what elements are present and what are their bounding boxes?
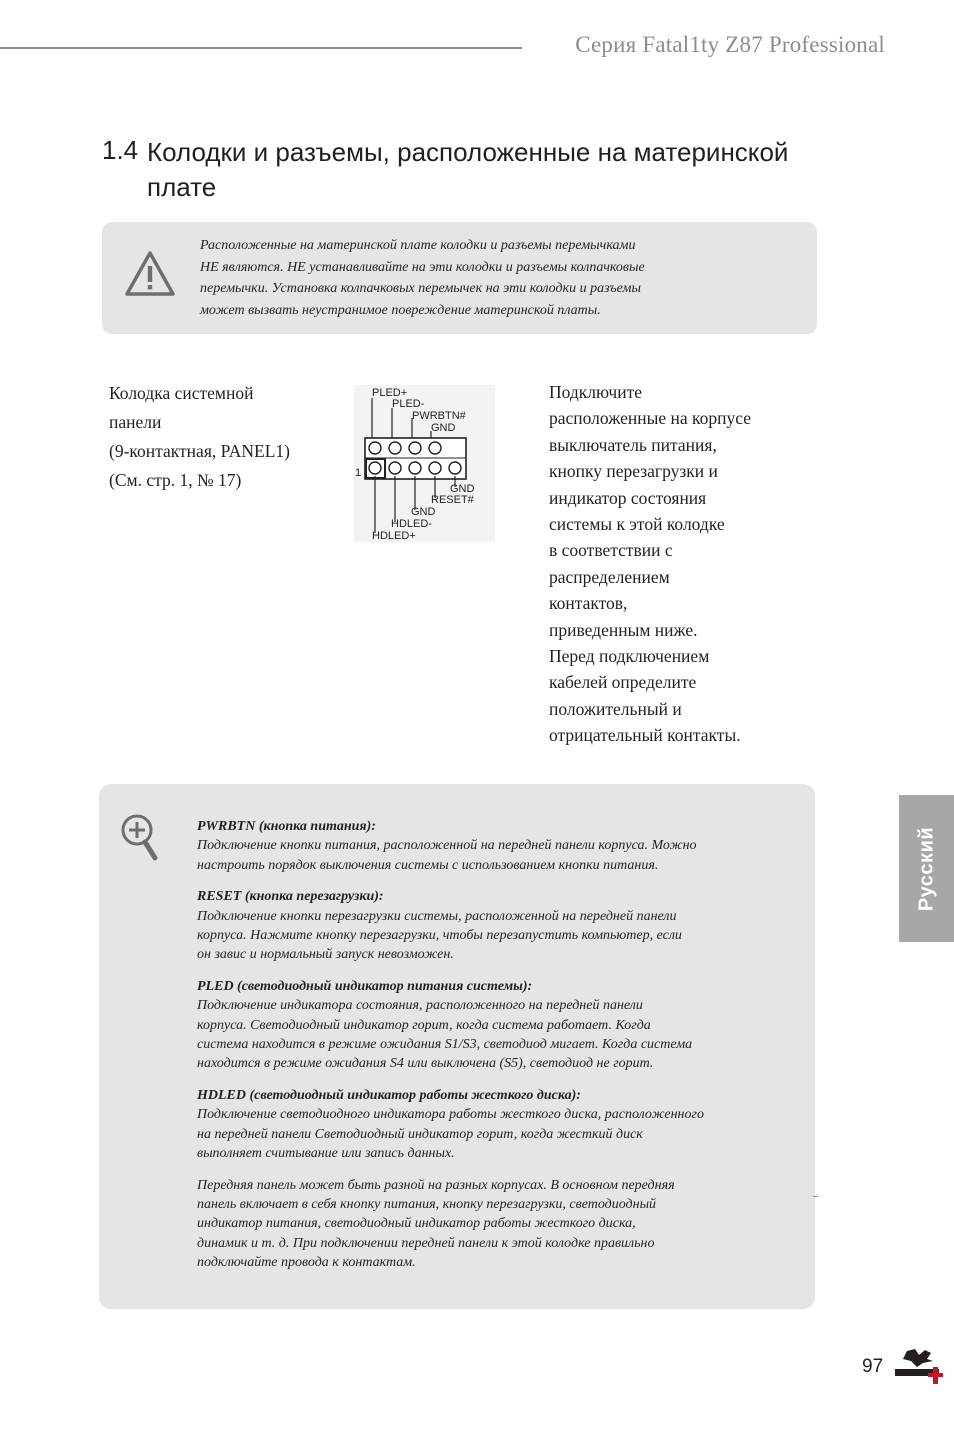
info-heading: PLED (светодиодный индикатор питания системы): xyxy=(197,978,533,994)
info-line: корпуса. Светодиодный индикатор горит, когда система работает. Когда xyxy=(197,1017,651,1033)
side-tab-label: Русский xyxy=(915,826,937,911)
description-line: в соответствии с xyxy=(549,540,673,561)
diagram-label: GND xyxy=(450,483,475,495)
warning-line: может вызвать неустранимое повреждение материнской платы. xyxy=(200,302,601,318)
diagram-label: PWRBTN# xyxy=(412,410,466,422)
pin xyxy=(429,442,441,454)
info-line: на передней панели Светодиодный индикатор горит, когда жесткий диск xyxy=(197,1126,643,1142)
info-line: динамик и т. д. При подключении передней панели к этой колодке правильно xyxy=(197,1235,655,1251)
section-title: Колодки и разъемы, расположенные на материнской плате xyxy=(147,137,789,202)
description-line: положительный и xyxy=(549,698,682,719)
description-line: Подключите xyxy=(549,382,643,402)
diagram-label: GND xyxy=(431,422,456,434)
panel-header-description xyxy=(549,379,789,749)
diagram-label: RESET# xyxy=(431,494,474,506)
pin xyxy=(429,462,441,474)
pin-1-label: 1 xyxy=(355,467,362,479)
pin xyxy=(409,462,421,474)
info-line: подключайте провода к контактам. xyxy=(197,1255,416,1271)
info-line: он завис и нормальный запуск невозможен. xyxy=(197,947,454,963)
page-number: 97 xyxy=(862,1356,884,1377)
info-heading: PWRBTN (кнопка питания): xyxy=(197,819,376,834)
description-line: Перед подключением xyxy=(549,646,710,667)
description-line: контактов, xyxy=(549,593,628,614)
pin xyxy=(449,462,461,474)
panel-header-diagram xyxy=(354,385,495,542)
info-line: система находится в режиме ожидания S1/S3, светодиод мигает. Когда система xyxy=(197,1037,693,1053)
pin xyxy=(389,442,401,454)
info-heading: RESET (кнопка перезагрузки): xyxy=(197,889,384,905)
diagram-label: HDLED- xyxy=(391,518,432,530)
description-line: индикатор состояния xyxy=(549,487,707,508)
section-number: 1.4 xyxy=(102,135,139,165)
warning-line: Расположенные на материнской плате колодки и разъемы перемычками xyxy=(200,238,636,253)
info-line: Подключение светодиодного индикатора работы жесткого диска, расположенного xyxy=(197,1107,704,1123)
magnifier-plus-icon xyxy=(119,812,165,868)
label-line: (См. стр. 1, № 17) xyxy=(109,470,242,490)
info-content xyxy=(197,817,757,1285)
info-heading: HDLED (светодиодный индикатор работы жесткого диска): xyxy=(197,1087,581,1103)
label-line: (9-контактная, PANEL1) xyxy=(109,441,290,461)
warning-box xyxy=(102,222,817,334)
warning-triangle-icon xyxy=(124,250,176,298)
info-line: Подключение кнопки перезагрузки системы, расположенной на передней панели xyxy=(197,908,677,924)
pin xyxy=(369,462,381,474)
diagram-label: PLED- xyxy=(392,398,425,410)
info-item xyxy=(197,887,757,965)
warning-text xyxy=(200,235,790,321)
description-line: выключатель питания, xyxy=(549,434,717,455)
warning-line: перемычки. Установка колпачковых перемычек на эти колодки и разъемы xyxy=(200,281,641,296)
pin xyxy=(409,442,421,454)
header-rule xyxy=(0,47,522,49)
description-line: кнопку перезагрузки и xyxy=(549,461,718,482)
pin xyxy=(369,442,381,454)
info-item xyxy=(197,817,757,875)
description-line: расположенные на корпусе xyxy=(549,408,751,429)
info-item xyxy=(197,1086,757,1164)
description-line: распределением xyxy=(549,566,670,587)
pin xyxy=(389,462,401,474)
description-line: отрицательный контакты. xyxy=(549,725,741,746)
label-line: Колодка системной xyxy=(109,383,254,403)
info-item xyxy=(197,977,757,1074)
panel-header-label xyxy=(109,379,344,495)
info-line: настроить порядок выключения системы с использованием кнопки питания. xyxy=(197,857,659,873)
warning-line: НЕ являются. НЕ устанавливайте на эти колодки и разъемы колпачковые xyxy=(200,259,645,275)
language-side-tab[interactable] xyxy=(899,795,954,942)
info-line: Подключение индикатора состояния, расположенного на передней панели xyxy=(197,998,643,1014)
diagram-label: HDLED+ xyxy=(372,530,416,542)
info-line: панель включает в себя кнопку питания, кнопку перезагрузки, светодиодный xyxy=(197,1196,657,1212)
description-line: кабелей определите xyxy=(549,672,697,693)
info-box xyxy=(99,784,815,1309)
info-line: находится в режиме ожидания S4 или выключена (S5), светодиод не горит. xyxy=(197,1056,654,1072)
info-line: Передняя панель может быть разной на разных корпусах. В основном передняя xyxy=(197,1177,675,1193)
diagram-label: PLED+ xyxy=(372,387,408,399)
info-line: индикатор питания, светодиодный индикатор работы жесткого диска, xyxy=(197,1216,636,1232)
info-item xyxy=(197,1176,757,1273)
label-line: панели xyxy=(109,412,162,432)
edge-tick xyxy=(813,1196,818,1197)
info-line: Подключение кнопки питания, расположенной на передней панели корпуса. Можно xyxy=(197,838,697,854)
description-line: приведенным ниже. xyxy=(549,619,698,640)
fatal1ty-logo xyxy=(893,1347,945,1387)
diagram-label: GND xyxy=(411,506,436,518)
info-line: корпуса. Нажмите кнопку перезагрузки, чтобы перезапустить компьютер, если xyxy=(197,928,682,944)
series-title: Серия Fatal1ty Z87 Professional xyxy=(575,32,885,57)
description-line: системы к этой колодке xyxy=(549,514,725,535)
info-line: выполняет считывание или запись данных. xyxy=(197,1146,455,1162)
